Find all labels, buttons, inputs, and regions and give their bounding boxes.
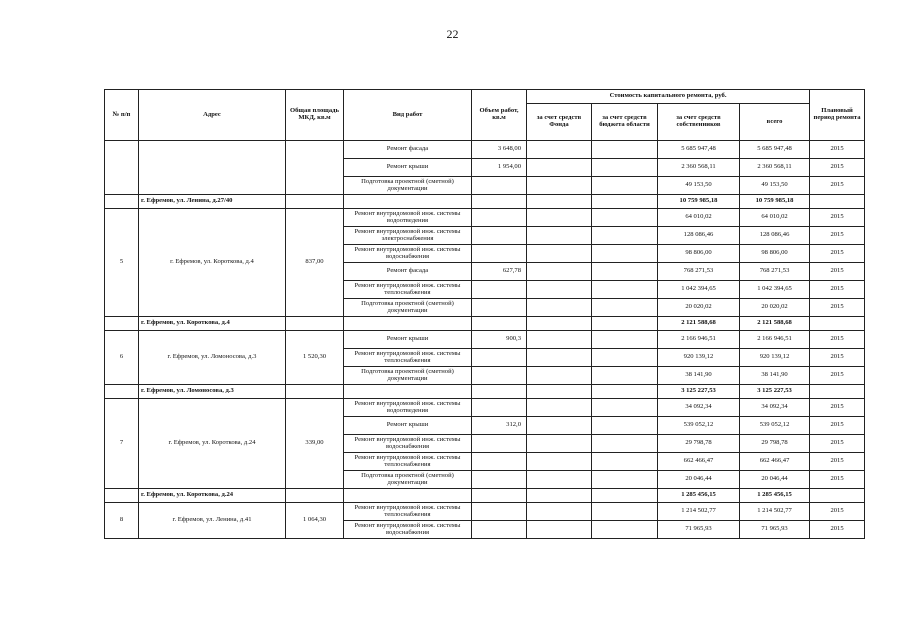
address-cell: г. Ефремов, ул. Ломоносова, д.3 [139,331,286,385]
total-cost-cell: 64 010,02 [740,209,810,227]
header-period: Плановый период ремонта [810,90,865,141]
work-type-cell: Ремонт внутридомовой инж. системы теплоснабжения [344,281,472,299]
period-cell: 2015 [810,367,865,385]
row-number: 5 [105,209,139,317]
header-address: Адрес [139,90,286,141]
regional-cell [592,141,658,159]
header-work-type: Вид работ [344,90,472,141]
fund-cell [527,385,592,399]
fund-cell [527,177,592,195]
volume-cell [472,177,527,195]
subtotal-label: г. Ефремов, ул. Ломоносова, д.3 [139,385,286,399]
owners-cost-cell: 768 271,53 [658,263,740,281]
volume-cell [472,299,527,317]
row-number: 7 [105,399,139,489]
table-body [105,141,865,539]
work-type-cell: Ремонт внутридомовой инж. системы водоотведения [344,399,472,417]
area-cell [286,317,344,331]
total-cost-cell: 920 139,12 [740,349,810,367]
period-cell: 2015 [810,209,865,227]
volume-cell [472,245,527,263]
area-cell: 1 064,30 [286,503,344,539]
period-cell: 2015 [810,453,865,471]
table-row [105,503,865,521]
row-number [105,317,139,331]
fund-cell [527,263,592,281]
header-fund: за счет средств Фонда [527,104,592,141]
work-type-cell: Ремонт фасада [344,141,472,159]
fund-cell [527,367,592,385]
subtotal-total: 10 759 985,18 [740,195,810,209]
subtotal-owners: 10 759 985,18 [658,195,740,209]
work-type-cell: Ремонт внутридомовой инж. системы теплоснабжения [344,349,472,367]
total-cost-cell: 49 153,50 [740,177,810,195]
area-cell: 339,00 [286,399,344,489]
fund-cell [527,349,592,367]
address-cell: г. Ефремов, ул. Короткова, д.4 [139,209,286,317]
period-cell: 2015 [810,503,865,521]
table-header-row [105,90,865,104]
volume-cell [472,503,527,521]
period-cell [810,195,865,209]
owners-cost-cell: 2 166 946,51 [658,331,740,349]
area-cell [286,141,344,195]
regional-cell [592,521,658,539]
row-number: 8 [105,503,139,539]
volume-cell [472,435,527,453]
header-regional: за счет средств бюджета области [592,104,658,141]
owners-cost-cell: 662 466,47 [658,453,740,471]
regional-cell [592,281,658,299]
row-number [105,141,139,195]
regional-cell [592,471,658,489]
row-number [105,385,139,399]
header-area: Общая площадь МКД, кв.м [286,90,344,141]
period-cell: 2015 [810,521,865,539]
area-cell: 1 520,30 [286,331,344,385]
total-cost-cell: 38 141,90 [740,367,810,385]
regional-cell [592,331,658,349]
work-type-cell: Ремонт внутридомовой инж. системы водоснабжения [344,521,472,539]
regional-cell [592,263,658,281]
work-type-cell: Ремонт внутридомовой инж. системы теплоснабжения [344,453,472,471]
volume-cell [472,227,527,245]
volume-cell: 900,3 [472,331,527,349]
total-cost-cell: 34 092,34 [740,399,810,417]
owners-cost-cell: 98 806,00 [658,245,740,263]
total-cost-cell: 128 086,46 [740,227,810,245]
subtotal-label: г. Ефремов, ул. Короткова, д.4 [139,317,286,331]
volume-cell [472,471,527,489]
regional-cell [592,385,658,399]
period-cell: 2015 [810,281,865,299]
table-row [105,141,865,159]
row-number [105,489,139,503]
work-type-cell: Ремонт крыши [344,159,472,177]
row-number: 6 [105,331,139,385]
fund-cell [527,453,592,471]
subtotal-owners: 3 125 227,53 [658,385,740,399]
work-type-cell: Ремонт внутридомовой инж. системы водоснабжения [344,245,472,263]
header-total: всего [740,104,810,141]
total-cost-cell: 1 042 394,65 [740,281,810,299]
owners-cost-cell: 128 086,46 [658,227,740,245]
regional-cell [592,367,658,385]
volume-cell: 627,78 [472,263,527,281]
area-cell [286,489,344,503]
fund-cell [527,471,592,489]
owners-cost-cell: 20 046,44 [658,471,740,489]
volume-cell [472,453,527,471]
area-cell [286,195,344,209]
fund-cell [527,141,592,159]
fund-cell [527,521,592,539]
work-type-cell: Ремонт внутридомовой инж. системы электроснабжения [344,227,472,245]
subtotal-total: 2 121 588,68 [740,317,810,331]
fund-cell [527,227,592,245]
total-cost-cell: 2 166 946,51 [740,331,810,349]
volume-cell: 312,0 [472,417,527,435]
regional-cell [592,299,658,317]
area-cell: 837,00 [286,209,344,317]
total-cost-cell: 29 798,78 [740,435,810,453]
fund-cell [527,245,592,263]
period-cell: 2015 [810,331,865,349]
period-cell: 2015 [810,435,865,453]
volume-cell [472,349,527,367]
page-number: 22 [446,27,459,41]
subtotal-row [105,489,865,503]
period-cell: 2015 [810,159,865,177]
volume-cell [472,399,527,417]
fund-cell [527,489,592,503]
owners-cost-cell: 1 214 502,77 [658,503,740,521]
owners-cost-cell: 49 153,50 [658,177,740,195]
fund-cell [527,417,592,435]
regional-cell [592,245,658,263]
total-cost-cell: 662 466,47 [740,453,810,471]
period-cell: 2015 [810,471,865,489]
owners-cost-cell: 539 052,12 [658,417,740,435]
subtotal-label: г. Ефремов, ул. Короткова, д.24 [139,489,286,503]
header-cost-group: Стоимость капитального ремонта, руб. [527,90,810,104]
volume-cell [472,281,527,299]
period-cell [810,385,865,399]
period-cell: 2015 [810,399,865,417]
regional-cell [592,209,658,227]
header-num: № п/п [105,90,139,141]
volume-cell [472,367,527,385]
total-cost-cell: 539 052,12 [740,417,810,435]
work-type-cell: Ремонт фасада [344,263,472,281]
total-cost-cell: 1 214 502,77 [740,503,810,521]
regional-cell [592,503,658,521]
volume-cell [472,317,527,331]
subtotal-row [105,195,865,209]
subtotal-label: г. Ефремов, ул. Ленина, д.27/40 [139,195,286,209]
regional-cell [592,195,658,209]
period-cell: 2015 [810,177,865,195]
regional-cell [592,453,658,471]
regional-cell [592,159,658,177]
owners-cost-cell: 1 042 394,65 [658,281,740,299]
period-cell: 2015 [810,141,865,159]
volume-cell [472,489,527,503]
work-type-cell: Ремонт крыши [344,417,472,435]
fund-cell [527,281,592,299]
work-type-cell: Ремонт крыши [344,331,472,349]
row-number [105,195,139,209]
regional-cell [592,417,658,435]
regional-cell [592,435,658,453]
regional-cell [592,227,658,245]
volume-cell: 1 954,00 [472,159,527,177]
area-cell [286,385,344,399]
volume-cell [472,521,527,539]
work-type-cell: Подготовка проектной (сметной) документации [344,367,472,385]
total-cost-cell: 768 271,53 [740,263,810,281]
work-type-cell: Подготовка проектной (сметной) документации [344,177,472,195]
period-cell: 2015 [810,245,865,263]
total-cost-cell: 98 806,00 [740,245,810,263]
fund-cell [527,195,592,209]
owners-cost-cell: 5 685 947,48 [658,141,740,159]
fund-cell [527,399,592,417]
volume-cell: 3 648,00 [472,141,527,159]
fund-cell [527,159,592,177]
work-type-cell: Подготовка проектной (сметной) документации [344,471,472,489]
volume-cell [472,385,527,399]
address-cell [139,141,286,195]
work-type-cell [344,489,472,503]
regional-cell [592,349,658,367]
period-cell: 2015 [810,227,865,245]
regional-cell [592,399,658,417]
work-type-cell [344,195,472,209]
owners-cost-cell: 920 139,12 [658,349,740,367]
fund-cell [527,317,592,331]
capital-repair-table [104,89,865,539]
work-type-cell: Ремонт внутридомовой инж. системы водоотведения [344,209,472,227]
period-cell [810,317,865,331]
fund-cell [527,331,592,349]
table-row [105,331,865,349]
table-row [105,399,865,417]
owners-cost-cell: 38 141,90 [658,367,740,385]
period-cell: 2015 [810,417,865,435]
period-cell [810,489,865,503]
subtotal-row [105,385,865,399]
address-cell: г. Ефремов, ул. Ленина, д.41 [139,503,286,539]
work-type-cell: Ремонт внутридомовой инж. системы водоснабжения [344,435,472,453]
volume-cell [472,209,527,227]
header-owners: за счет средств собственников [658,104,740,141]
regional-cell [592,489,658,503]
owners-cost-cell: 20 020,02 [658,299,740,317]
address-cell: г. Ефремов, ул. Короткова, д.24 [139,399,286,489]
work-type-cell: Ремонт внутридомовой инж. системы теплоснабжения [344,503,472,521]
subtotal-owners: 1 285 456,15 [658,489,740,503]
regional-cell [592,177,658,195]
period-cell: 2015 [810,263,865,281]
total-cost-cell: 20 020,02 [740,299,810,317]
header-volume: Объем работ, кв.м [472,90,527,141]
subtotal-total: 3 125 227,53 [740,385,810,399]
work-type-cell [344,317,472,331]
work-type-cell [344,385,472,399]
total-cost-cell: 71 965,93 [740,521,810,539]
regional-cell [592,317,658,331]
period-cell: 2015 [810,299,865,317]
total-cost-cell: 20 046,44 [740,471,810,489]
owners-cost-cell: 64 010,02 [658,209,740,227]
total-cost-cell: 2 360 568,11 [740,159,810,177]
period-cell: 2015 [810,349,865,367]
owners-cost-cell: 71 965,93 [658,521,740,539]
volume-cell [472,195,527,209]
fund-cell [527,503,592,521]
fund-cell [527,299,592,317]
owners-cost-cell: 34 092,34 [658,399,740,417]
work-type-cell: Подготовка проектной (сметной) документации [344,299,472,317]
total-cost-cell: 5 685 947,48 [740,141,810,159]
owners-cost-cell: 29 798,78 [658,435,740,453]
subtotal-row [105,317,865,331]
subtotal-owners: 2 121 588,68 [658,317,740,331]
fund-cell [527,435,592,453]
subtotal-total: 1 285 456,15 [740,489,810,503]
table-row [105,209,865,227]
owners-cost-cell: 2 360 568,11 [658,159,740,177]
fund-cell [527,209,592,227]
